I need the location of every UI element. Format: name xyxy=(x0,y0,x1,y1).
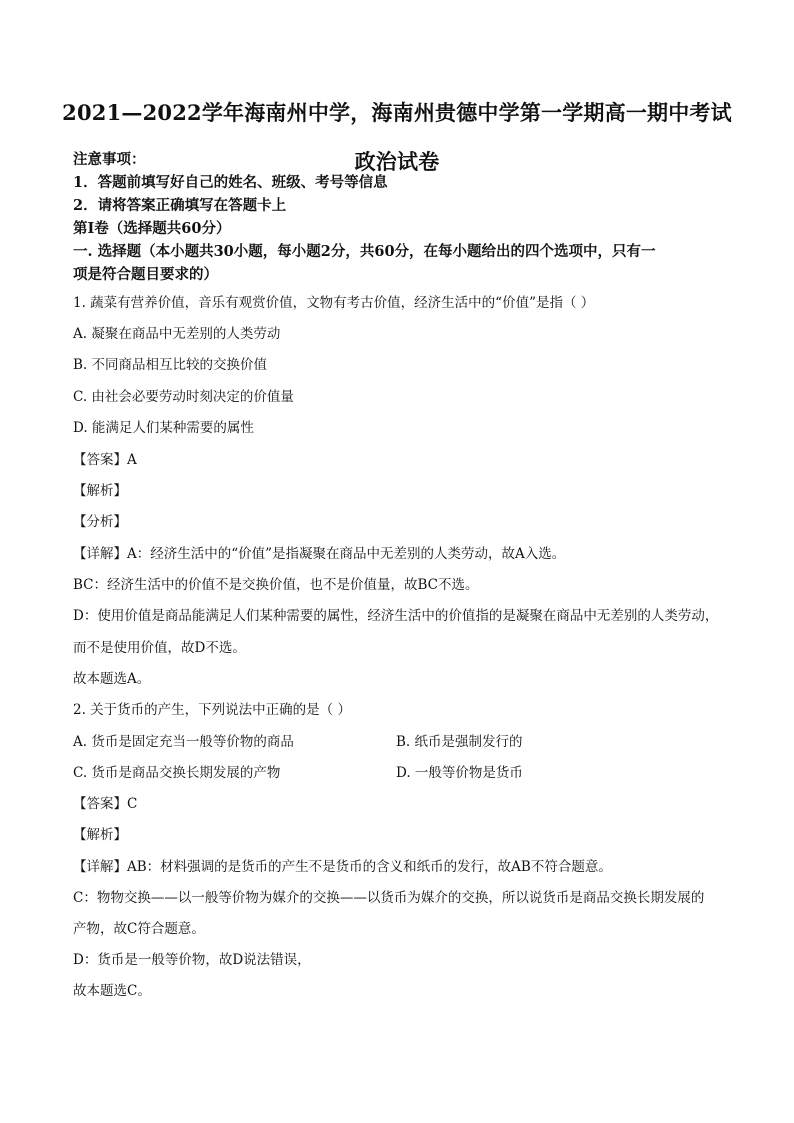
q1-option-c: C. 由社会必要劳动时刻决定的价值量 xyxy=(73,389,294,405)
exam-subtitle: 政治试卷 xyxy=(354,149,440,174)
q1-option-a: A. 凝聚在商品中无差别的人类劳动 xyxy=(73,326,281,342)
q1-detail-line-2: BC：经济生活中的价值不是交换价值，也不是价值量，故BC不选。 xyxy=(73,577,479,593)
q2-detail-line-2: C：物物交换——以一般等价物为媒介的交换——以货币为媒介的交换，所以说货币是商品交换长期发展的 xyxy=(73,890,705,906)
q2-option-c: C. 货币是商品交换长期发展的产物 xyxy=(73,765,281,781)
q2-detail-line-4: D：货币是一般等价物，故D说法错误， xyxy=(73,952,311,968)
q2-option-b: B. 纸币是强制发行的 xyxy=(396,734,523,750)
notes-heading: 注意事项： xyxy=(73,151,146,168)
q1-stem: 1. 蔬菜有营养价值，音乐有观赏价值，文物有考古价值，经济生活中的“价值”是指（ ） xyxy=(73,295,595,311)
q1-option-d: D. 能满足人们某种需要的属性 xyxy=(73,420,254,436)
section-title: 第I卷（选择题共60分） xyxy=(73,220,231,237)
q1-detail-line-3: D：使用价值是商品能满足人们某种需要的属性，经济生活中的价值指的是凝聚在商品中无差别的人类劳动， xyxy=(73,608,719,624)
notes-item-2: 2．请将答案正确填写在答题卡上 xyxy=(73,197,287,214)
q1-detail-line-4: 而不是使用价值，故D不选。 xyxy=(73,640,246,656)
notes-item-1: 1．答题前填写好自己的姓名、班级、考号等信息 xyxy=(73,174,388,191)
q2-option-d: D. 一般等价物是货币 xyxy=(396,765,523,781)
q1-detail-line-5: 故本题选A。 xyxy=(73,671,151,687)
q2-detail-line-1: 【详解】AB：材料强调的是货币的产生不是货币的含义和纸币的发行，故AB不符合题意。 xyxy=(73,859,612,875)
section-instruction-line-1: 一. 选择题（本小题共30小题，每小题2分，共60分，在每小题给出的四个选项中，只有一 xyxy=(73,243,656,260)
q1-answer: 【答案】A xyxy=(73,452,137,468)
q1-option-b: B. 不同商品相互比较的交换价值 xyxy=(73,357,268,373)
q1-analysis-label: 【解析】 xyxy=(73,483,127,499)
exam-title: 2021—2022学年海南州中学，海南州贵德中学第一学期高一期中考试 xyxy=(62,100,732,125)
q2-answer: 【答案】C xyxy=(73,796,138,812)
q2-stem: 2. 关于货币的产生，下列说法中正确的是（ ） xyxy=(73,702,351,718)
q1-fenxi-label: 【分析】 xyxy=(73,514,127,530)
q2-option-a: A. 货币是固定充当一般等价物的商品 xyxy=(73,734,294,750)
q1-detail-line-1: 【详解】A：经济生活中的“价值”是指凝聚在商品中无差别的人类劳动，故A入选。 xyxy=(73,546,566,562)
q2-analysis-label: 【解析】 xyxy=(73,827,127,843)
q2-detail-line-3: 产物，故C符合题意。 xyxy=(73,921,205,937)
section-instruction-line-2: 项是符合题目要求的） xyxy=(73,266,218,283)
q2-detail-line-5: 故本题选C。 xyxy=(73,983,151,999)
